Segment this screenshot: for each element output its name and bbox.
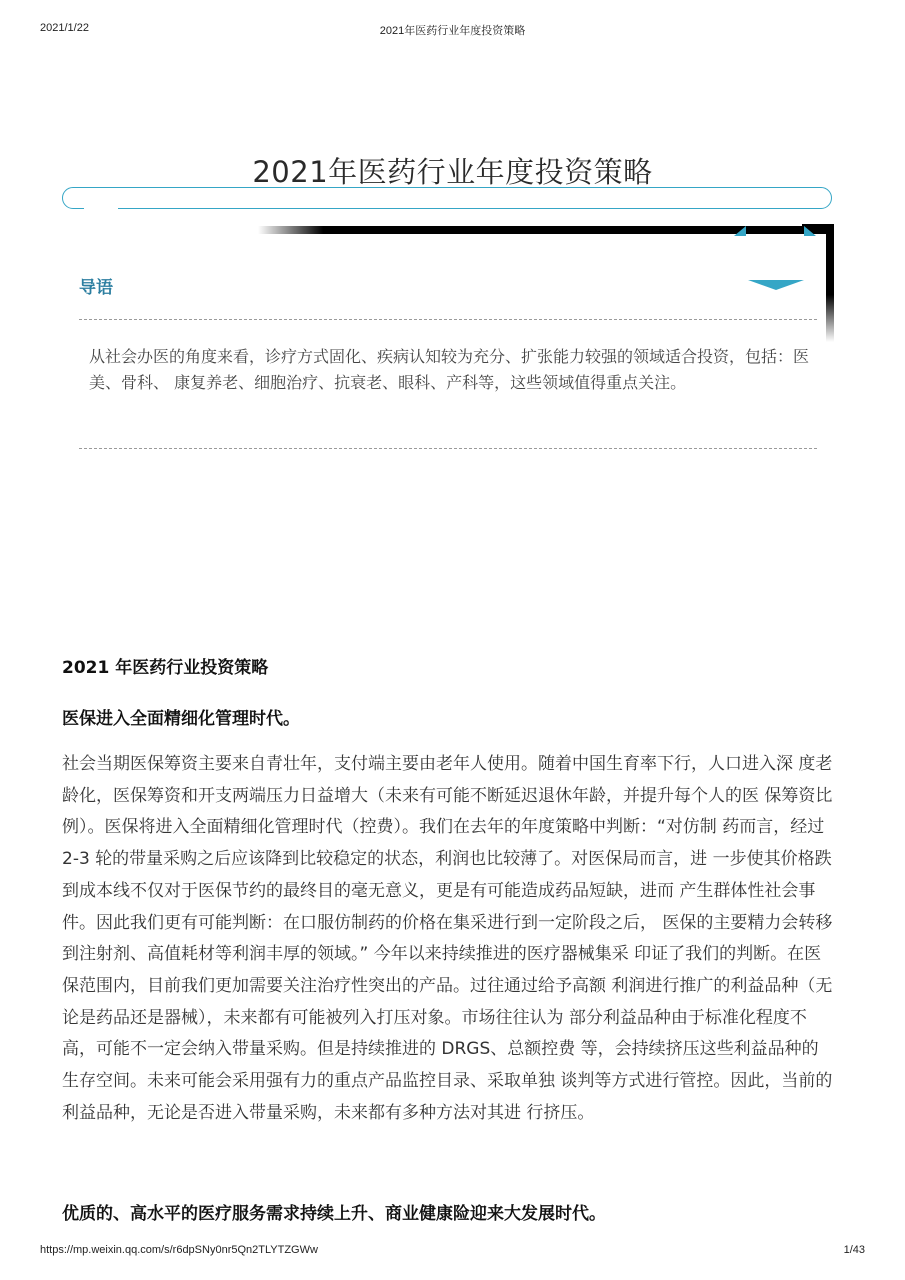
intro-text: 从社会办医的角度来看，诊疗方式固化、疾病认知较为充分、扩张能力较强的领域适合投资，包括：医美、骨科、 康复养老、细胞治疗、抗衰老、眼科、产科等，这些领域值得重点关注。 xyxy=(89,347,810,392)
chevron-down-icon xyxy=(748,280,804,290)
page-number: 1/43 xyxy=(843,1244,865,1256)
subsection-heading-2: 优质的、高水平的医疗服务需求持续上升、商业健康险迎来大发展时代。 xyxy=(62,1204,606,1224)
frame-gap xyxy=(84,205,118,213)
print-date: 2021/1/22 xyxy=(40,22,89,34)
section-title: 2021 年医药行业投资策略 xyxy=(62,658,269,678)
decorative-vertical-bar xyxy=(826,224,834,342)
intro-top-divider xyxy=(79,319,817,320)
accent-triangle-right xyxy=(804,226,816,236)
decorative-black-bar xyxy=(258,226,802,234)
intro-heading: 导语 xyxy=(79,278,113,298)
body-paragraph-1: 社会当期医保筹资主要来自青壮年，支付端主要由老年人使用。随着中国生育率下行，人口进入深 度老龄化，医保筹资和开支两端压力日益增大（未来有可能不断延迟退休年龄，并提升每个人的医 保筹资比例）。医保将进入全面精细化管理时代（控费）。我们在去年的年度策略中判断：“对仿制 药而言，经过 2-3 轮的带量采购之后应该降到比较稳定的状态，利润也比较薄了。对医保局而言，进 一步使其价格跌到成本线不仅对于医保节约的最终目的毫无意义，更是有可能造成药品短缺，进而 产生群体性社会事件。因此我们更有可能判断：在口服仿制药的价格在集采进行到一定阶段之后， 医保的主要精力会转移到注射剂、高值耗材等利润丰厚的领域。” 今年以来持续推进的医疗器械集采 印证了我们的判断。在医保范围内，目前我们更加需要关注治疗性突出的产品。过往通过给予高额 利润进行推广的利益品种（无论是药品还是器械），未来都有可能被列入打压对象。市场往往认为 部分利益品种由于标准化程度不高，可能不一定会纳入带量采购。但是持续推进的 DRGS、总额控费 等，会持续挤压这些利益品种的生存空间。未来可能会采用强有力的重点产品监控目录、采取单独 谈判等方式进行管控。因此，当前的利益品种，无论是否进入带量采购，未来都有多种方法对其进 行挤压。 xyxy=(62,754,833,1123)
title-underline-frame xyxy=(62,187,832,209)
article-title: 2021年医药行业年度投资策略 xyxy=(252,155,653,189)
print-url: https://mp.weixin.qq.com/s/r6dpSNy0nr5Qn2TLYTZGWw xyxy=(40,1244,318,1256)
print-page-title: 2021年医药行业年度投资策略 xyxy=(379,25,526,37)
accent-triangle-left xyxy=(734,226,746,236)
intro-bottom-divider xyxy=(79,448,817,449)
subsection-heading-1: 医保进入全面精细化管理时代。 xyxy=(62,709,300,729)
